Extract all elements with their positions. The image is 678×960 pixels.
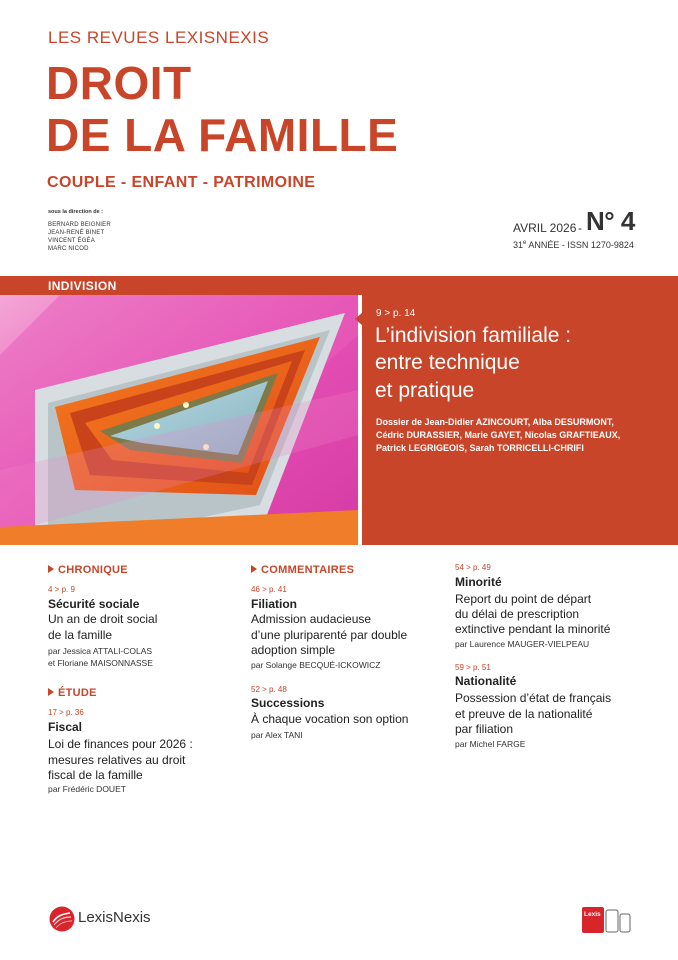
feature-authors-line: Dossier de Jean-Didier AZINCOURT, Alba DESURMONT, <box>376 417 614 427</box>
article-rubric: Minorité <box>455 575 502 589</box>
article-title-line: du délai de prescription <box>455 607 580 621</box>
article-title-line: extinctive pendant la minorité <box>455 622 611 636</box>
triangle-bullet-icon <box>48 688 54 696</box>
article-reference: 52 > p. 48 <box>251 685 287 694</box>
article-title-line: mesures relatives au droit <box>48 753 186 767</box>
feature-title-line: entre technique <box>375 351 520 374</box>
section-heading-chronique <box>48 564 128 576</box>
article-title-line: Report du point de départ <box>455 592 592 606</box>
journal-title-line1: DROIT <box>46 57 192 109</box>
feature-title-line: L’indivision familiale : <box>375 324 572 347</box>
article-title-line: À chaque vocation son option <box>251 712 409 726</box>
cover-photo <box>0 295 358 545</box>
feature-authors-line: Patrick LEGRIGEOIS, Sarah TORRICELLI-CHRIFI <box>376 443 584 453</box>
article-author-line: par Jessica ATTALI-COLAS <box>48 646 153 656</box>
article-title-line: et preuve de la nationalité <box>455 707 593 721</box>
journal-subtitle: COUPLE - ENFANT - PATRIMOINE <box>47 174 316 191</box>
article-title-line: de la famille <box>48 628 113 642</box>
article-author-line: par Solange BECQUÉ-ICKOWICZ <box>251 660 381 670</box>
section-heading-label: ÉTUDE <box>58 687 97 699</box>
article-title-line: d’une pluriparenté par double <box>251 628 408 642</box>
series-label: LES REVUES LEXISNEXIS <box>48 28 270 47</box>
article-author-line: par Laurence MAUGER-VIELPEAU <box>455 639 590 649</box>
issue-number: N° 4 <box>586 206 635 236</box>
triangle-bullet-icon <box>251 565 257 573</box>
article-reference: 17 > p. 36 <box>48 708 84 717</box>
journal-title-line2: DE LA FAMILLE <box>46 109 399 161</box>
direction-label: sous la direction de : <box>48 209 104 215</box>
article-title-line: Loi de finances pour 2026 : <box>48 737 193 751</box>
feature-title-line: et pratique <box>375 379 475 402</box>
issue-year-rest: ANNÉE - ISSN 1270-9824 <box>526 240 634 250</box>
issue-meta <box>513 240 634 250</box>
article-title-line: adoption simple <box>251 643 336 657</box>
issue-date: AVRIL 2026 <box>513 221 577 235</box>
article-author-line: par Alex TANI <box>251 730 303 740</box>
article-reference: 4 > p. 9 <box>48 585 75 594</box>
feature-section-label: INDIVISION <box>48 279 117 293</box>
issue-year-suffix: e <box>523 240 527 246</box>
director-name: BERNARD BEIGNIER <box>48 222 111 228</box>
article-title-line: Admission audacieuse <box>251 612 372 626</box>
article-rubric: Nationalité <box>455 674 517 688</box>
article-author-line: par Michel FARGE <box>455 739 526 749</box>
section-heading-label: CHRONIQUE <box>58 564 128 576</box>
article-title-line: Un an de droit social <box>48 612 158 626</box>
section-heading-etude <box>48 687 97 699</box>
feature-reference: 9 > p. 14 <box>376 308 416 319</box>
issue-separator: - <box>578 221 582 235</box>
director-name: VINCENT ÉGÉA <box>48 238 95 244</box>
section-heading-commentaires <box>251 564 354 576</box>
feature-authors-line: Cédric DURASSIER, Marie GAYET, Nicolas GRAFTIEAUX, <box>376 430 621 440</box>
article-reference: 59 > p. 51 <box>455 663 491 672</box>
device-badge-text: Lexis <box>584 911 601 918</box>
article-title-line: Possession d’état de français <box>455 691 612 705</box>
article-reference: 54 > p. 49 <box>455 563 491 572</box>
section-heading-label: COMMENTAIRES <box>261 564 355 576</box>
lexisnexis-logo-icon <box>48 905 76 933</box>
article-author-line: par Frédéric DOUET <box>48 784 126 794</box>
article-reference: 46 > p. 41 <box>251 585 287 594</box>
publisher-name: LexisNexis <box>78 909 151 926</box>
article-rubric: Successions <box>251 696 325 710</box>
director-name: MARC NICOD <box>48 246 89 252</box>
article-title-line: par filiation <box>455 722 514 736</box>
article-rubric: Sécurité sociale <box>48 597 140 611</box>
triangle-bullet-icon <box>48 565 54 573</box>
director-name: JEAN-RENÉ BINET <box>48 230 105 236</box>
issue-year-ordinal: 31 <box>513 240 524 250</box>
article-author-line: et Floriane MAISONNASSE <box>48 658 153 668</box>
article-title-line: fiscal de la famille <box>48 768 143 782</box>
article-rubric: Filiation <box>251 597 297 611</box>
article-rubric: Fiscal <box>48 720 83 734</box>
